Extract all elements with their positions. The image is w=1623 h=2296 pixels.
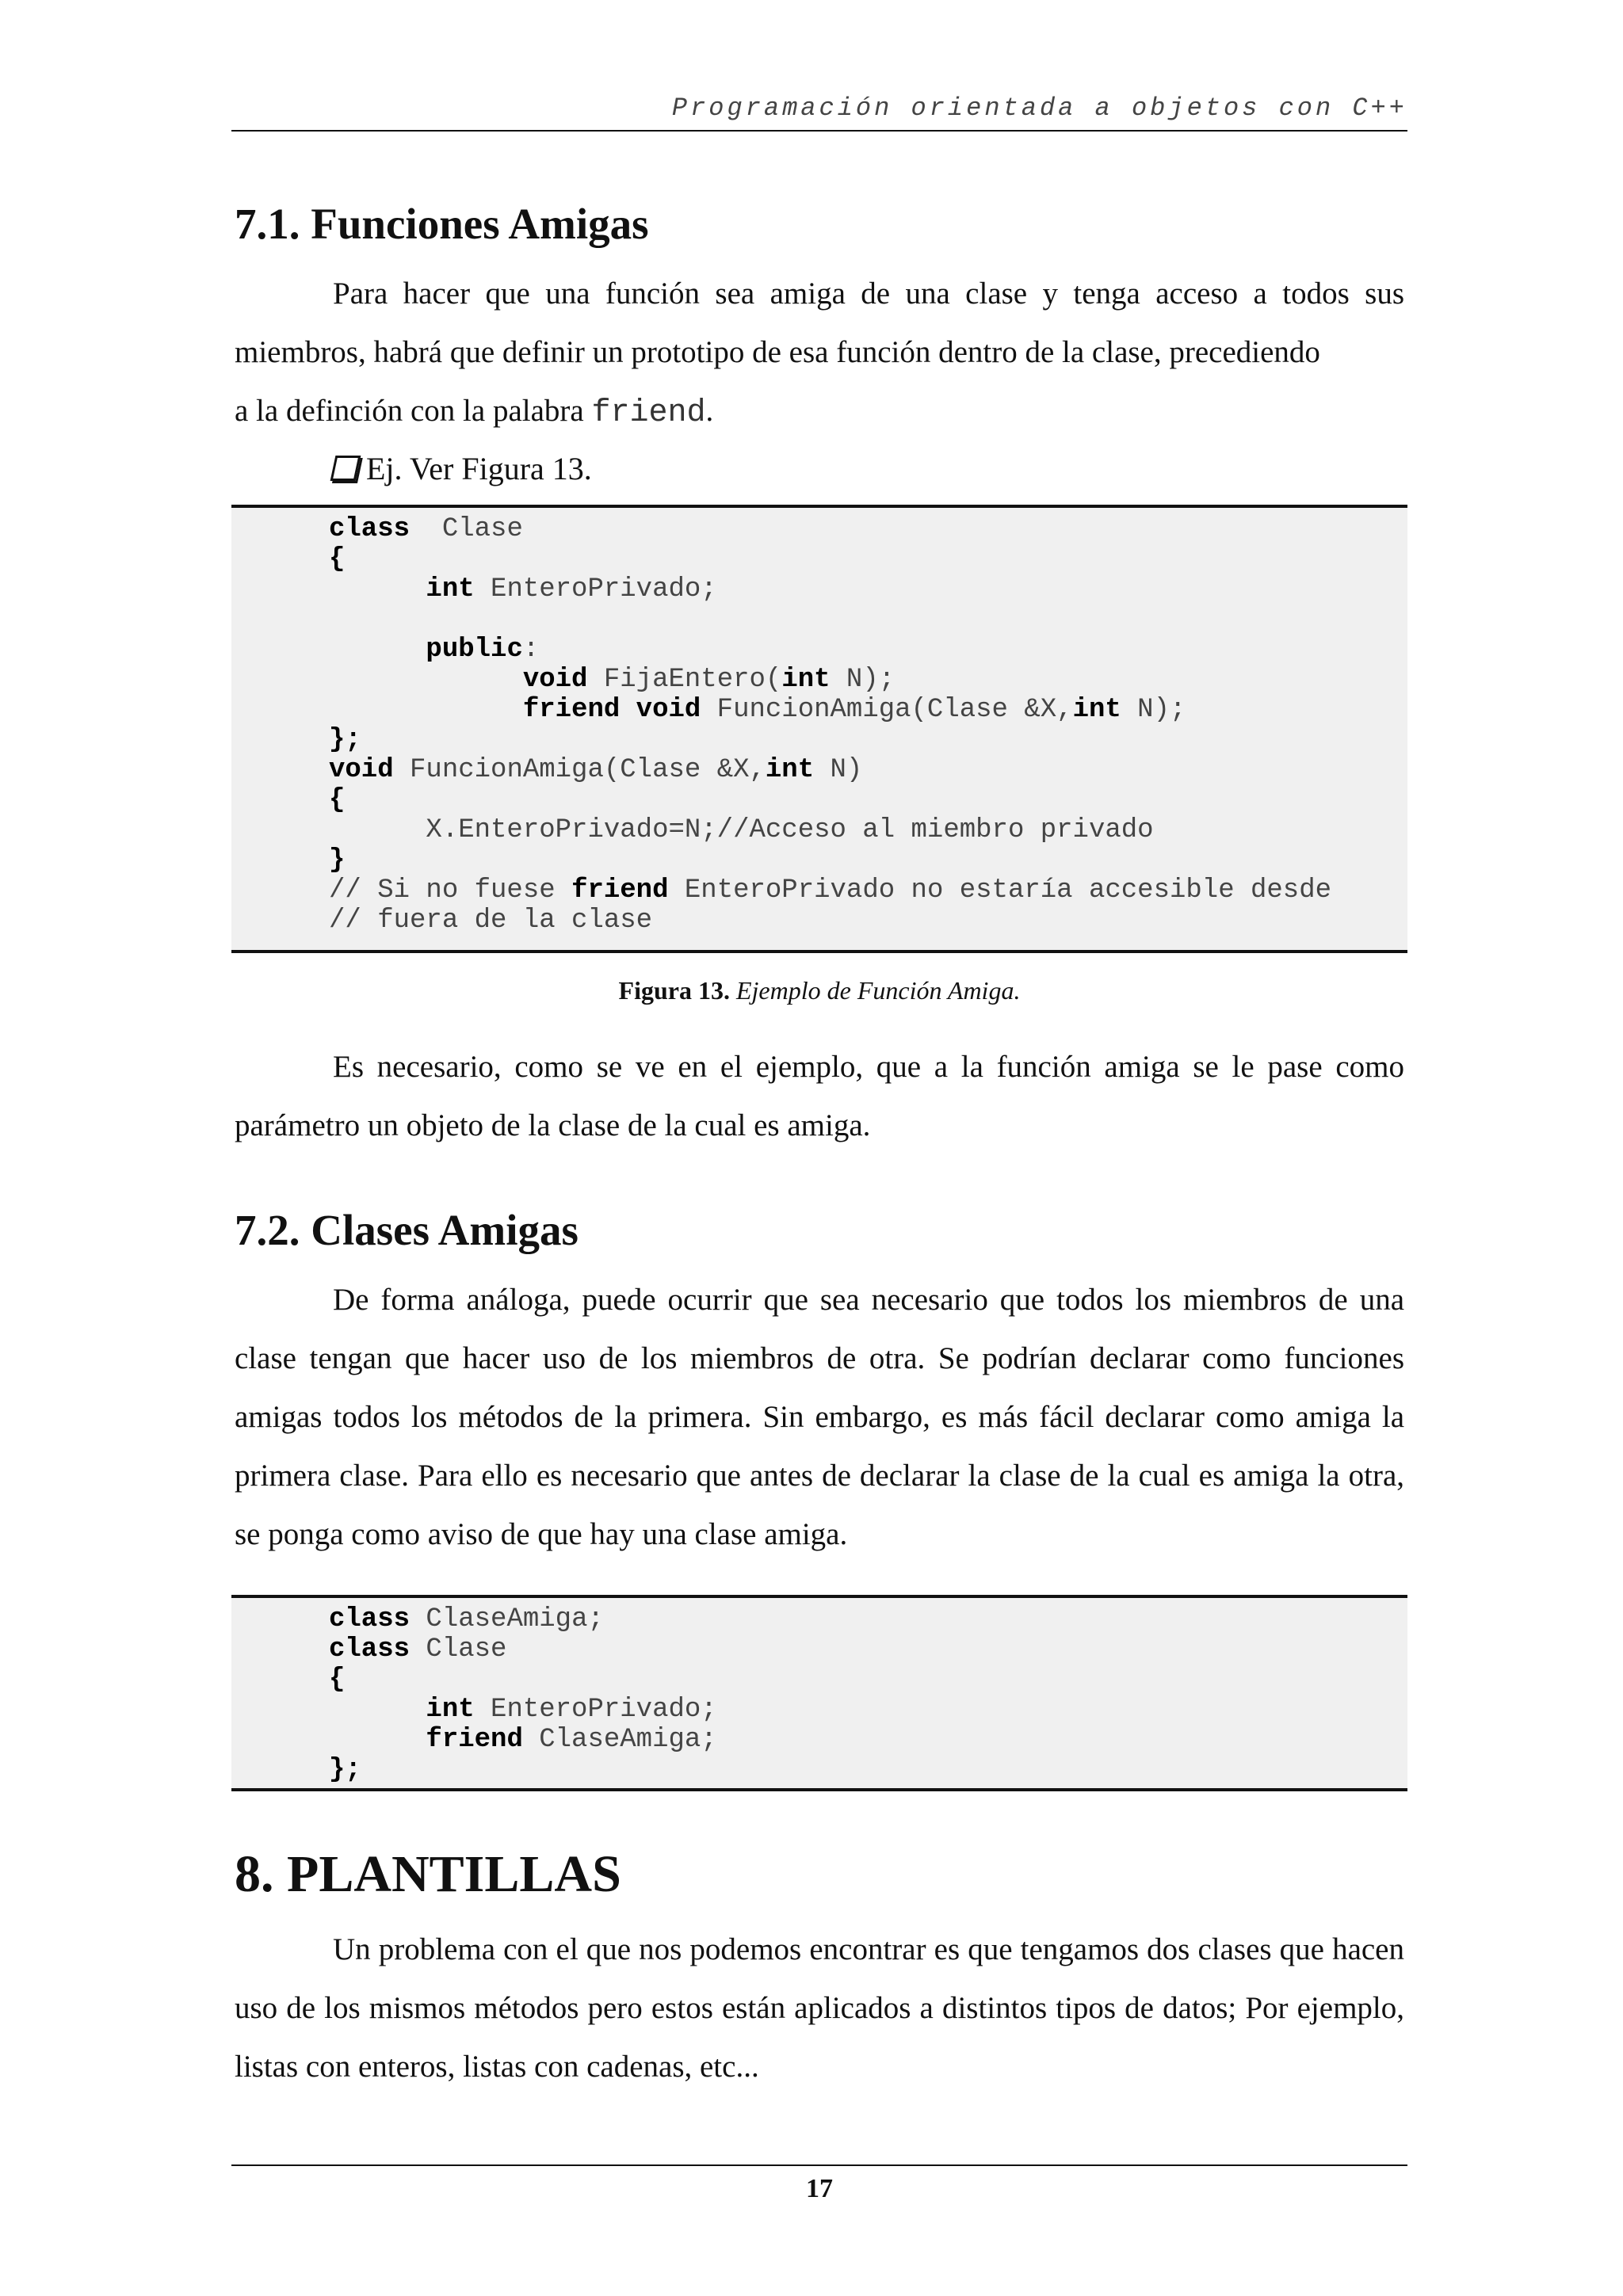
code-line [329, 785, 345, 815]
paragraph-line: hacen uso de los mismos métodos pero estos están aplicados a distintos tipos de datos; [235, 1932, 1404, 2025]
code-keyword: } [329, 845, 346, 875]
code-text: FuncionAmiga(Clase &X, [393, 755, 766, 785]
code-text: Clase [410, 1634, 507, 1665]
code-keyword: int [426, 1695, 475, 1725]
code-line [329, 906, 652, 936]
page-number: 17 [806, 2174, 833, 2203]
code-line [329, 665, 895, 695]
paragraph-line: parámetro un objeto de la clase de la cual es amiga. [235, 1108, 871, 1142]
code-line [329, 544, 345, 574]
code-keyword: { [329, 785, 346, 815]
paragraph-line: funciones amigas todos los métodos de la primera. Sin embargo, es más fácil declarar [235, 1341, 1404, 1434]
code-text: FuncionAmiga(Clase &X, [701, 695, 1073, 725]
footer-rule [231, 2164, 1407, 2166]
code-line [329, 1725, 717, 1755]
code-text: EnteroPrivado; [474, 574, 717, 605]
chapter-8-paragraph [235, 1920, 1404, 2096]
section-7-1-paragraph [235, 265, 1404, 382]
code-text [329, 1695, 426, 1725]
paragraph-line: miembros, habrá que definir un prototipo de esa función dentro de la clase, precediendo [235, 335, 1320, 369]
code-text [329, 665, 523, 695]
example-text: Ej. Ver Figura 13. [366, 451, 592, 486]
paragraph-line: como amiga la primera clase. Para ello es necesario que antes de declarar la clase de la [235, 1400, 1405, 1493]
code-line [329, 1634, 506, 1665]
figure-label: Figura 13. [618, 976, 730, 1005]
code-keyword: public [426, 635, 523, 665]
code-keyword: friend void [522, 695, 701, 725]
chapter-8-title: 8. PLANTILLAS [235, 1845, 621, 1903]
code-keyword: int [781, 665, 831, 695]
code-text: X.EnteroPrivado=N;//Acceso al miembro privado [329, 815, 1154, 845]
section-7-2-title: 7.2. Clases Amigas [235, 1206, 579, 1254]
code-text [329, 1725, 426, 1755]
code-line [329, 875, 1331, 906]
code-keyword: int [426, 574, 475, 605]
code-keyword: class [329, 514, 411, 544]
checkbox-icon [330, 456, 361, 481]
code-text: // Si no fuese [329, 875, 572, 906]
code-text: // fuera de la clase [329, 906, 653, 936]
code-text: EnteroPrivado no estaría accesible desde [668, 875, 1332, 906]
code-text: N); [830, 665, 896, 695]
code-block-clase-amiga [231, 1595, 1407, 1791]
after-figure-paragraph [235, 1038, 1404, 1155]
paragraph-text: . [705, 394, 714, 428]
code-keyword: friend [571, 875, 669, 906]
paragraph-line: Un problema con el que nos podemos encontrar es que tengamos dos clases que [333, 1932, 1324, 1966]
running-header: Programación orientada a objetos con C++ [671, 93, 1407, 123]
code-text: Clase [410, 514, 523, 544]
paragraph-line: De forma análoga, puede ocurrir que sea necesario que todos los miembros de [333, 1283, 1348, 1317]
section-7-2-paragraph [235, 1271, 1404, 1564]
paragraph-line: una clase tengan que hacer uso de los miembros de otra. Se podrían declarar como [235, 1283, 1405, 1375]
code-line [329, 1695, 717, 1725]
code-text [329, 695, 523, 725]
code-line [329, 574, 717, 605]
code-line [329, 635, 539, 665]
code-line [329, 725, 361, 755]
code-line [329, 695, 1186, 725]
code-text: FijaEntero( [587, 665, 782, 695]
code-keyword: void [329, 755, 394, 785]
code-line [329, 755, 862, 785]
section-7-1-last-line [235, 382, 1404, 443]
example-reference [333, 453, 592, 485]
code-keyword: }; [329, 725, 361, 755]
paragraph-line: Es necesario, como se ve en el ejemplo, que a la función amiga se le pase como [333, 1050, 1404, 1084]
code-keyword: int [1072, 695, 1121, 725]
code-line [329, 1604, 604, 1634]
code-text: ClaseAmiga; [410, 1604, 604, 1634]
code-text: N); [1121, 695, 1186, 725]
code-keyword: }; [329, 1755, 361, 1785]
code-keyword: class [329, 1634, 411, 1665]
inline-code-friend: friend [591, 395, 706, 431]
code-line [329, 1665, 345, 1695]
code-keyword: friend [426, 1725, 523, 1755]
code-keyword: void [522, 665, 588, 695]
code-text: : [522, 635, 540, 665]
paragraph-line: Por ejemplo, listas con enteros, listas con cadenas, etc... [235, 1991, 1404, 2084]
paragraph-line: Para hacer que una función sea amiga de una clase y tenga acceso a todos sus [333, 277, 1404, 311]
figure-caption-text: Ejemplo de Función Amiga. [735, 976, 1021, 1005]
figure-13-caption [231, 976, 1407, 1005]
code-line [329, 514, 523, 544]
code-text: EnteroPrivado; [474, 1695, 717, 1725]
code-keyword: class [329, 1604, 411, 1634]
code-text: ClaseAmiga; [522, 1725, 717, 1755]
paragraph-line: cual es amiga la otra, se ponga como aviso de que hay una clase amiga. [235, 1459, 1405, 1551]
section-7-1-title: 7.1. Funciones Amigas [235, 200, 649, 248]
code-text [329, 635, 426, 665]
code-line [329, 815, 1154, 845]
code-text: N) [814, 755, 863, 785]
header-rule [231, 130, 1407, 132]
paragraph-text: a la definción con la palabra [235, 394, 592, 428]
code-keyword: int [765, 755, 815, 785]
code-line [329, 845, 345, 875]
code-block-figure-13 [231, 505, 1407, 953]
code-keyword: { [329, 1665, 346, 1695]
code-text [329, 574, 426, 605]
code-line [329, 1755, 361, 1785]
code-keyword: { [329, 544, 346, 574]
